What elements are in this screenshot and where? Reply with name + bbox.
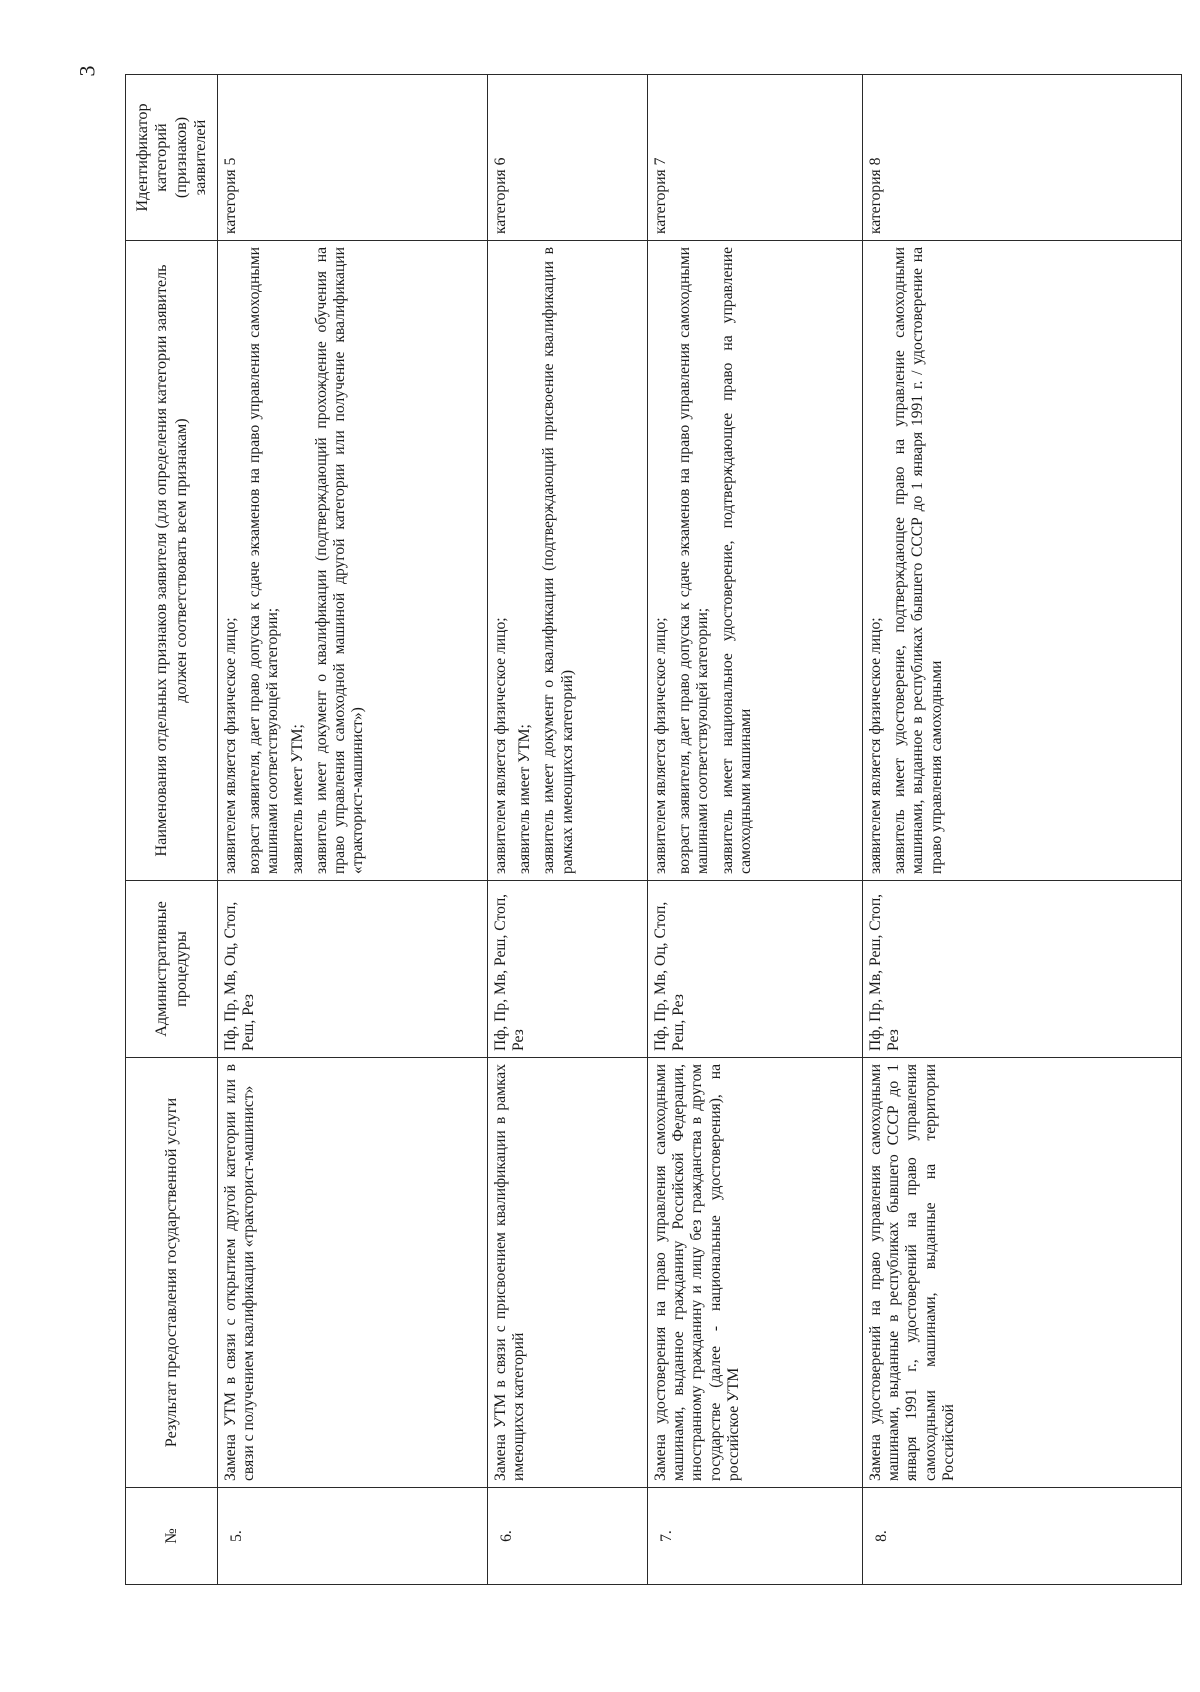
table-row bbox=[218, 75, 488, 1585]
row-category: категория 7 bbox=[648, 75, 863, 241]
header-num: № bbox=[126, 1488, 218, 1585]
row-procedures: Пф, Пр, Мв, Оц, Стоп, Реш, Рез bbox=[218, 881, 488, 1058]
row-criteria bbox=[863, 241, 1182, 881]
row-result: Замена удостоверений на право управления самоходными машинами, выданные в республиках бывшего СССР до 1 января 1991 г., удостоверений на право управления самоходными машинами, выданные на территории Российской bbox=[863, 1058, 1182, 1488]
row-result: Замена удостоверения на право управления самоходными машинами, выданное гражданину Российской Федерации, иностранному гражданину и лицу без гражданства в другом государстве (далее - национальные удостоверения), на российское УТМ bbox=[648, 1058, 863, 1488]
criteria-item: заявителем является физическое лицо; bbox=[222, 617, 239, 874]
services-table bbox=[125, 74, 1182, 1585]
header-category: Идентификатор категорий (признаков) заявителей bbox=[126, 75, 218, 241]
row-result: Замена УТМ в связи с открытием другой категории или в связи с получением квалификации «тракторист-машинист» bbox=[218, 1058, 488, 1488]
table-row bbox=[648, 75, 863, 1585]
row-category: категория 6 bbox=[488, 75, 648, 241]
page-number: 3 bbox=[74, 65, 100, 77]
criteria-item: заявитель имеет национальное удостоверение, подтверждающее право на управление самоходными машинами bbox=[718, 247, 754, 874]
header-criteria: Наименования отдельных признаков заявителя (для определения категории заявитель должен соответствовать всем признакам) bbox=[126, 241, 218, 881]
row-criteria bbox=[218, 241, 488, 881]
row-procedures: Пф, Пр, Мв, Оц, Стоп, Реш, Рез bbox=[648, 881, 863, 1058]
row-number: 6. bbox=[488, 1488, 648, 1585]
header-result: Результат предоставления государственной услуги bbox=[126, 1058, 218, 1488]
row-category: категория 5 bbox=[218, 75, 488, 241]
row-procedures: Пф, Пр, Мв, Реш, Стоп, Рез bbox=[863, 881, 1182, 1058]
criteria-item: заявитель имеет документ о квалификации (подтверждающий прохождение обучения на право управления самоходной машиной другой категории или получение квалификации «тракторист-машинист») bbox=[312, 247, 367, 874]
header-procedures: Административные процедуры bbox=[126, 881, 218, 1058]
row-category: категория 8 bbox=[863, 75, 1182, 241]
row-number: 8. bbox=[863, 1488, 1182, 1585]
criteria-item: заявитель имеет УТМ; bbox=[516, 724, 534, 874]
criteria-item: заявитель имеет удостоверение, подтверждающее право на управление самоходными машинами, выданное в республиках бывшего СССР до 1 января 1991 г. / удостоверение на право управления самоходными bbox=[891, 247, 945, 874]
criteria-item: заявитель имеет УТМ; bbox=[288, 724, 306, 874]
row-result: Замена УТМ в связи с присвоением квалификации в рамках имеющихся категорий bbox=[488, 1058, 648, 1488]
row-criteria bbox=[648, 241, 863, 881]
criteria-item: заявителем является физическое лицо; bbox=[652, 617, 669, 874]
criteria-item: возраст заявителя, дает право допуска к сдаче экзаменов на право управления самоходными машинами соответствующей категории; bbox=[246, 247, 282, 874]
criteria-item: возраст заявителя, дает право допуска к сдаче экзаменов на право управления самоходными машинами соответствующей категории; bbox=[676, 247, 712, 874]
table-header-row bbox=[126, 75, 218, 1585]
row-number: 5. bbox=[218, 1488, 488, 1585]
criteria-item: заявитель имеет документ о квалификации (подтверждающий присвоение квалификации в рамках имеющихся категорий) bbox=[540, 247, 576, 874]
row-procedures: Пф, Пр, Мв, Реш, Стоп, Рез bbox=[488, 881, 648, 1058]
table-row bbox=[863, 75, 1182, 1585]
table-row bbox=[488, 75, 648, 1585]
row-criteria bbox=[488, 241, 648, 881]
criteria-item: заявителем является физическое лицо; bbox=[492, 617, 509, 874]
row-number: 7. bbox=[648, 1488, 863, 1585]
criteria-item: заявителем является физическое лицо; bbox=[867, 617, 884, 874]
rotated-table-container bbox=[125, 75, 1182, 1585]
